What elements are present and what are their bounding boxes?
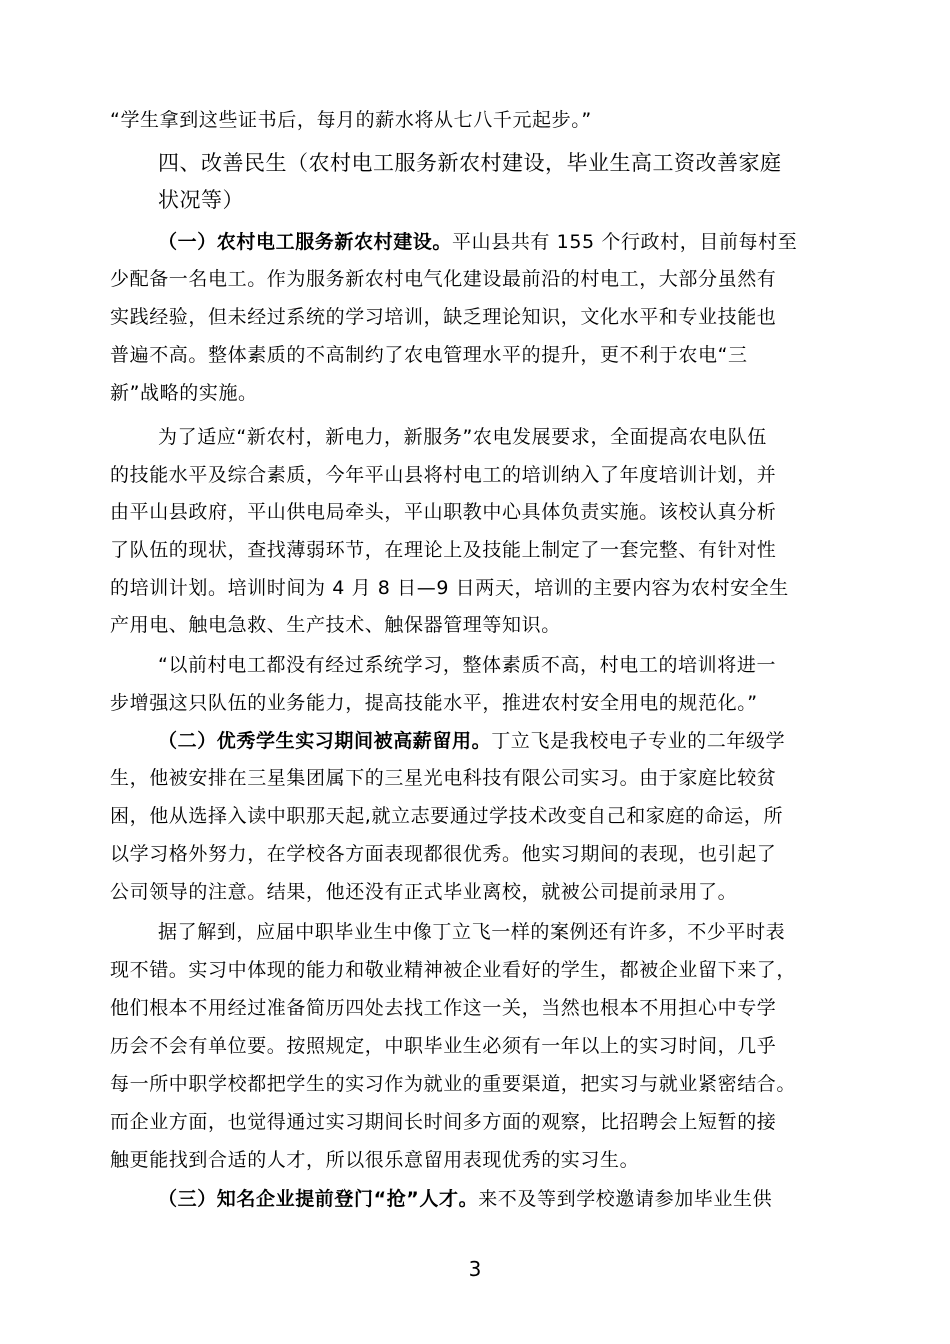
line-text: 普遍不高。整体素质的不高制约了农电管理水平的提升，更不利于农电“三 — [110, 344, 748, 366]
line-text: 据了解到，应届中职毕业生中像丁立飞一样的案例还有许多，不少平时表 — [158, 921, 786, 943]
paragraph-line — [158, 424, 767, 450]
paragraph-line — [110, 380, 258, 406]
line-text: 步增强这只队伍的业务能力，提高技能水平，推进农村安全用电的规范化。” — [110, 692, 758, 714]
line-text: 历会不会有单位要。按照规定，中职毕业生必须有一年以上的实习时间，几乎 — [110, 1035, 777, 1057]
paragraph-line — [110, 1109, 776, 1135]
paragraph-line — [110, 266, 776, 292]
paragraph-line — [110, 803, 783, 829]
line-text: 少配备一名电工。作为服务新农村电气化建设最前沿的村电工，大部分虽然有 — [110, 268, 777, 290]
paragraph-line — [110, 342, 748, 368]
paragraph-line — [110, 690, 758, 716]
paragraph-line — [110, 462, 776, 488]
line-text: 而企业方面，也觉得通过实习期间长时间多方面的观察，比招聘会上短暂的接 — [110, 1111, 777, 1133]
line-text: 为了适应“新农村，新电力，新服务”农电发展要求，全面提高农电队伍 — [158, 426, 767, 448]
paragraph-line — [110, 1033, 776, 1059]
line-text: 新”战略的实施。 — [110, 382, 258, 404]
subsection-2-line — [158, 728, 785, 754]
line-text: 由平山县政府，平山供电局牵头，平山职教中心具体负责实施。该校认真分析 — [110, 501, 777, 523]
section-heading — [158, 150, 782, 176]
paragraph-line — [158, 919, 785, 945]
line-text: 了队伍的现状，查找薄弱环节，在理论上及技能上制定了一套完整、有针对性 — [110, 539, 777, 561]
heading-text: 状况等） — [158, 188, 244, 212]
line-text: 生，他被安排在三星集团属下的三星光电科技有限公司实习。由于家庭比较贫 — [110, 767, 777, 789]
paragraph-line — [110, 1071, 796, 1097]
page-number: 3 — [468, 1257, 482, 1281]
paragraph-line — [158, 652, 776, 678]
line-text: 丁立飞是我校电子专业的二年级学 — [491, 730, 786, 752]
subsection-title: （二）优秀学生实习期间被高薪留用。 — [158, 730, 492, 752]
subsection-title: （三）知名企业提前登门“抢”人才。 — [158, 1188, 479, 1210]
paragraph-line — [110, 537, 776, 563]
paragraph-line — [110, 957, 796, 983]
line-text: 来不及等到学校邀请参加毕业生供 — [478, 1188, 773, 1210]
paragraph-line — [110, 765, 776, 791]
paragraph-line — [110, 107, 592, 133]
paragraph-line — [110, 612, 561, 638]
line-text: 以学习格外努力，在学校各方面表现都很优秀。他实习期间的表现，也引起了 — [110, 843, 777, 865]
subsection-1-line — [158, 229, 797, 255]
paragraph-line — [110, 575, 789, 601]
paragraph-line — [110, 879, 737, 905]
line-text: 每一所中职学校都把学生的实习作为就业的重要渠道，把实习与就业紧密结合。 — [110, 1073, 797, 1095]
line-text: “以前村电工都没有经过系统学习，整体素质不高，村电工的培训将进一 — [158, 654, 777, 676]
line-text: 他们根本不用经过准备简历四处去找工作这一关，当然也根本不用担心中专学 — [110, 997, 777, 1019]
line-text: 触更能找到合适的人才，所以很乐意留用表现优秀的实习生。 — [110, 1149, 640, 1171]
line-text: 平山县共有 155 个行政村，目前每村至 — [452, 231, 798, 253]
line-text: “学生拿到这些证书后，每月的薪水将从七八千元起步。” — [110, 109, 592, 131]
line-text: 公司领导的注意。结果，他还没有正式毕业离校，就被公司提前录用了。 — [110, 881, 738, 903]
section-heading-continuation — [158, 187, 244, 213]
subsection-3-line — [158, 1186, 772, 1212]
line-text: 困，他从选择入读中职那天起,就立志要通过学技术改变自己和家庭的命运，所 — [110, 805, 784, 827]
heading-text: 四、改善民生（农村电工服务新农村建设，毕业生高工资改善家庭 — [158, 151, 782, 175]
paragraph-line — [110, 995, 776, 1021]
paragraph-line — [110, 499, 776, 525]
line-text: 产用电、触电急救、生产技术、触保器管理等知识。 — [110, 614, 561, 636]
line-text: 的技能水平及综合素质，今年平山县将村电工的培训纳入了年度培训计划，并 — [110, 464, 777, 486]
subsection-title: （一）农村电工服务新农村建设。 — [158, 231, 453, 253]
paragraph-line — [110, 1147, 639, 1173]
line-text: 的培训计划。培训时间为 4 月 8 日—9 日两天，培训的主要内容为农村安全生 — [110, 577, 789, 599]
paragraph-line — [110, 304, 776, 330]
paragraph-line — [110, 841, 776, 867]
line-text: 实践经验，但未经过系统的学习培训，缺乏理论知识，文化水平和专业技能也 — [110, 306, 777, 328]
line-text: 现不错。实习中体现的能力和敬业精神被企业看好的学生，都被企业留下来了， — [110, 959, 797, 981]
